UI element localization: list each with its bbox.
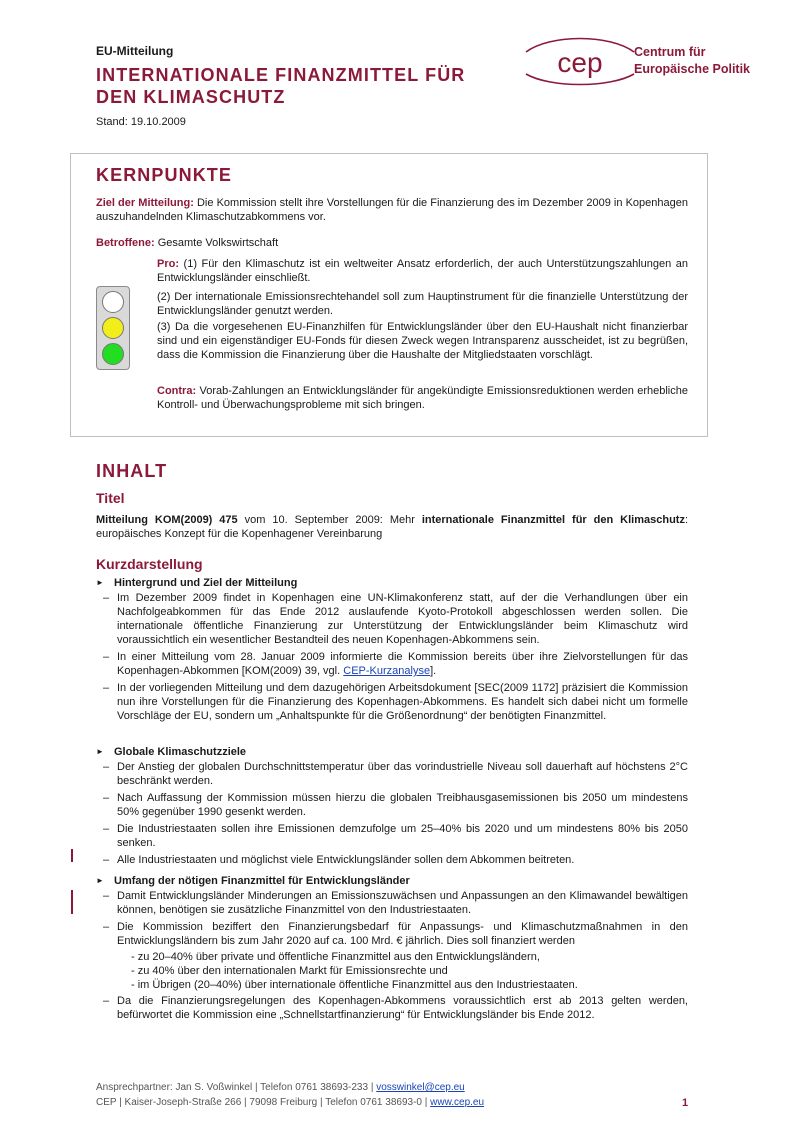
list-item-text: In einer Mitteilung vom 28. Januar 2009 informierte die Kommission bereits über ihre Zielvorstellungen für das Kopenhagen-Abkommen [KOM(2009) 39, vgl. xyxy=(117,651,688,677)
pro-paragraph-1 xyxy=(157,257,688,285)
change-bar xyxy=(71,890,73,914)
list-item xyxy=(103,822,688,850)
contents-heading: INHALT xyxy=(96,461,168,481)
sub-list-item: - zu 20–40% über private und öffentliche Finanzmittel aus den Entwicklungsländern, xyxy=(131,951,540,963)
list-item xyxy=(103,681,688,723)
list-item-text: Nach Auffassung der Kommission müssen hierzu die globalen Treibhausgasemissionen bis 2050 um mindestens 50% gegenüber 1990 gesenkt werden. xyxy=(117,792,688,818)
footer-contact xyxy=(96,1082,465,1093)
dash-icon: – xyxy=(103,854,110,866)
betroffene-text: Gesamte Volkswirtschaft xyxy=(154,237,279,249)
dash-icon: – xyxy=(103,921,110,933)
pro-label: Pro: xyxy=(157,258,179,270)
list-item xyxy=(103,791,688,819)
ziel-label: Ziel der Mitteilung: xyxy=(96,197,194,209)
titel-bold-1: Mitteilung KOM(2009) 475 xyxy=(96,514,238,526)
section-heading xyxy=(96,875,410,887)
dash-icon: – xyxy=(103,651,110,663)
pro-paragraph-2: (2) Der internationale Emissionsrechtehandel soll zum Hauptinstrument für die finanzielle Unterstützung der Entwicklungsländer genutzt werden. xyxy=(157,291,688,317)
logo-line-2: Europäische Politik xyxy=(634,62,751,76)
pro-1-text: (1) Für den Klimaschutz ist ein weltweiter Ansatz erforderlich, der auch Unterstützungszahlungen an Entwicklungsländer einschließt. xyxy=(157,258,688,284)
cep-logo xyxy=(520,30,640,90)
list-item xyxy=(103,920,688,948)
betroffene-paragraph xyxy=(96,236,688,250)
betroffene-label: Betroffene: xyxy=(96,237,155,249)
title-line-2: DEN KLIMASCHUTZ xyxy=(96,87,286,107)
sub-list-item: - zu 40% über den internationalen Markt für Emissionsrechte und xyxy=(131,965,448,977)
list-item-text: Alle Industriestaaten und möglichst viele Entwicklungsländer sollen dem Abkommen beitreten. xyxy=(117,854,575,866)
list-item-text: Der Anstieg der globalen Durchschnittstemperatur über das vorindustrielle Niveau soll dauerhaft auf höchstens 2°C beschränkt werden. xyxy=(117,761,688,787)
summary-subheading: Kurzdarstellung xyxy=(96,556,203,572)
list-item-text: In der vorliegenden Mitteilung und dem dazugehörigen Arbeitsdokument [SEC(2009 1172] präzisiert die Kommission nun ihre Vorstellungen für die Finanzierung des Kopenhagen-Abkommens. Es handelt sich dabei nicht um formelle Vorschläge der EU, sondern um „Anhaltspunkte für die Größenordnung“ der benötigten Finanzmittel. xyxy=(117,682,688,722)
arrow-icon: ► xyxy=(96,876,104,885)
logo-text xyxy=(634,44,750,78)
dash-icon: – xyxy=(103,890,110,902)
dash-icon: – xyxy=(103,682,110,694)
list-item-text-end: ]. xyxy=(430,665,437,677)
traffic-light-top xyxy=(102,291,124,313)
pro-paragraph-3: (3) Da die vorgesehenen EU-Finanzhilfen für Entwicklungsländer über den EU-Haushalt nicht finanzierbar sind und ein eigenständiger EU-Fonds für diesen Zweck wegen Intransparenz ausscheidet, ist zu begrüßen, dass die Kommission die Finanzierung über die Haushalte der Mitgliedstaaten vorschlägt. xyxy=(157,321,688,361)
list-item xyxy=(103,889,688,917)
change-bar xyxy=(71,849,73,862)
key-points-heading: KERNPUNKTE xyxy=(96,165,233,185)
list-item-text: Da die Finanzierungsregelungen des Kopenhagen-Abkommens voraussichtlich erst ab 2013 gelten werden, befürwortet die Kommission eine „Schnellstartfinanzierung“ für Entwicklungsländer bis Ende 2012. xyxy=(117,995,688,1021)
list-item-text: Im Dezember 2009 findet in Kopenhagen eine UN-Klimakonferenz statt, auf der die Verhandlungen über ein Nachfolgeabkommen für das Ende 2012 auslaufende Kyoto-Protokoll abgeschlossen werden sollen. Die internationale öffentliche Finanzierung zur Unterstützung der Entwicklungsländer beim Klimaschutz wird voraussichtlich ein wesentlicher Bestandteil des neuen Kopenhagen-Abkommens sein. xyxy=(117,592,688,646)
dash-icon: – xyxy=(103,761,110,773)
traffic-light-bottom xyxy=(102,343,124,365)
section-title: Umfang der nötigen Finanzmittel für Entwicklungsländer xyxy=(114,875,410,887)
ziel-text: Die Kommission stellt ihre Vorstellungen für die Finanzierung des im Dezember 2009 in Kopenhagen auszuhandelnden Klimaschutzabkommens vor. xyxy=(96,197,688,223)
list-item xyxy=(103,853,688,867)
page-number: 1 xyxy=(682,1097,689,1109)
section-heading xyxy=(96,577,297,589)
contra-paragraph xyxy=(157,384,688,412)
titel-text-2: : europäisches Konzept für die Kopenhagener Vereinbarung xyxy=(96,514,689,540)
contra-label: Contra: xyxy=(157,385,197,397)
titel-bold-2: internationale Finanzmittel für den Klimaschutz xyxy=(421,514,685,526)
title-line-1: INTERNATIONALE FINANZMITTEL FÜR xyxy=(96,65,466,85)
email-link[interactable]: vosswinkel@cep.eu xyxy=(376,1082,465,1093)
cep-kurzanalyse-link[interactable]: CEP-Kurzanalyse xyxy=(343,665,431,677)
title-paragraph xyxy=(96,513,688,541)
list-item-text: Damit Entwicklungsländer Minderungen an Emissionszuwächsen und Anpassungen an den Klimawandel bewältigen können, benötigen sie zusätzliche Finanzmittel von den Industriestaaten. xyxy=(117,890,688,916)
logo-line-1: Centrum für xyxy=(634,45,706,59)
footer-address xyxy=(96,1097,484,1108)
footer-address-text: CEP | Kaiser-Joseph-Straße 266 | 79098 Freiburg | Telefon 0761 38693-0 | xyxy=(96,1097,431,1108)
list-item-text: Die Industriestaaten sollen ihre Emissionen demzufolge um 25–40% bis 2020 und um mindestens 80% bis 2050 senken. xyxy=(117,823,688,849)
arrow-icon: ► xyxy=(96,747,104,756)
dash-icon: – xyxy=(103,592,110,604)
list-item xyxy=(103,760,688,788)
dash-icon: – xyxy=(103,792,110,804)
page-title xyxy=(96,64,526,108)
doc-date: Stand: 19.10.2009 xyxy=(96,116,186,128)
list-item-text: Die Kommission beziffert den Finanzierungsbedarf für Anpassungs- und Klimaschutzmaßnahmen in den Entwicklungsländern bis zum Jahr 2020 auf ca. 100 Mrd. € jährlich. Dies soll finanziert werden xyxy=(117,921,688,947)
titel-text-1: vom 10. September 2009: Mehr xyxy=(237,514,422,526)
traffic-light-middle xyxy=(102,317,124,339)
website-link[interactable]: www.cep.eu xyxy=(430,1097,485,1108)
doc-type: EU-Mitteilung xyxy=(96,44,174,58)
logo-abbr: cep xyxy=(557,47,603,78)
sub-list-item: - im Übrigen (20–40%) über internationale öffentliche Finanzmittel aus den Industriestaaten. xyxy=(131,979,578,991)
list-item xyxy=(103,591,688,647)
title-subheading: Titel xyxy=(96,490,125,506)
section-heading xyxy=(96,746,246,758)
contra-text: Vorab-Zahlungen an Entwicklungsländer für angekündigte Emissionsreduktionen werden erhebliche Kontroll- und Überwachungsprobleme mit sich bringen. xyxy=(157,385,688,411)
footer-contact-text: Ansprechpartner: Jan S. Voßwinkel | Telefon 0761 38693-233 | xyxy=(96,1082,377,1093)
section-title: Hintergrund und Ziel der Mitteilung xyxy=(114,577,298,589)
traffic-light-icon xyxy=(96,286,130,370)
list-item xyxy=(103,994,688,1022)
ziel-paragraph xyxy=(96,196,688,224)
list-item xyxy=(103,650,688,678)
dash-icon: – xyxy=(103,995,110,1007)
section-title: Globale Klimaschutzziele xyxy=(114,746,247,758)
arrow-icon: ► xyxy=(96,578,104,587)
dash-icon: – xyxy=(103,823,110,835)
